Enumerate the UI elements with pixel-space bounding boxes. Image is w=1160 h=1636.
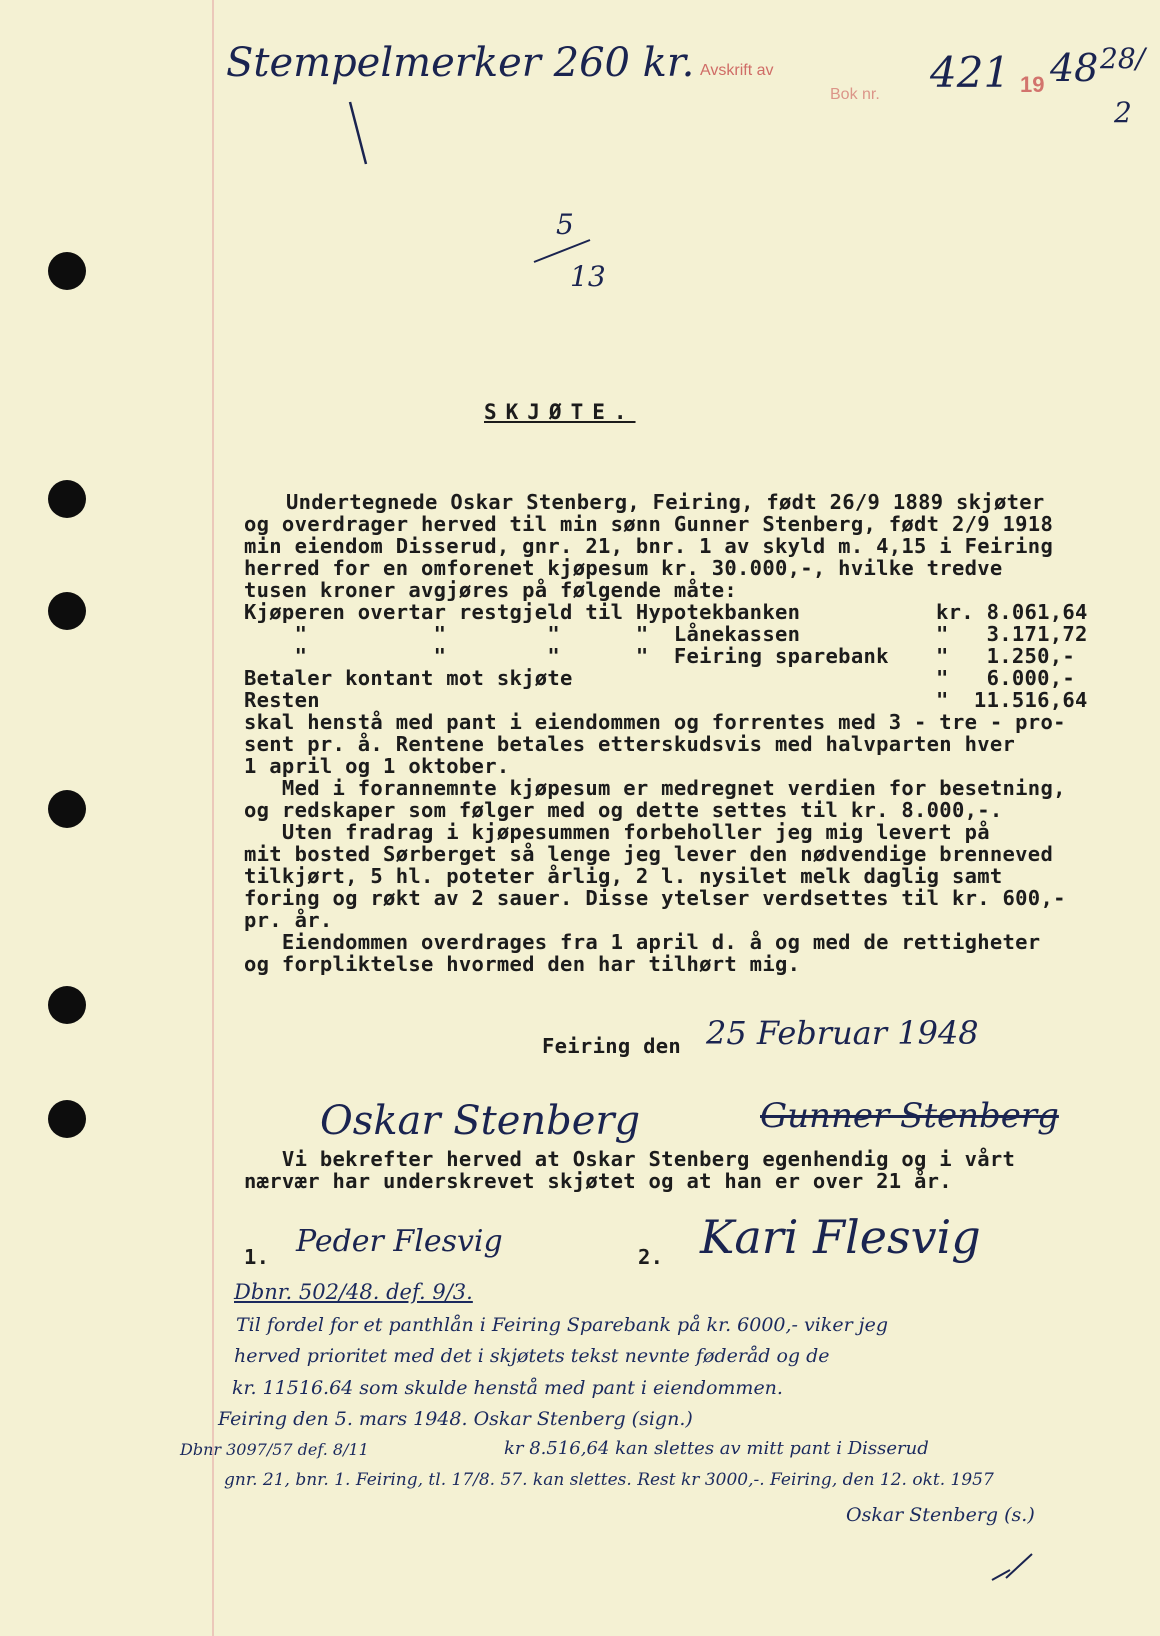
punch-hole-icon [48, 480, 86, 518]
place-date-typed: Feiring den [542, 1034, 682, 1058]
ledger-label: Betaler kontant mot skjøte [244, 666, 573, 690]
body-line: Uten fradrag i kjøpesummen forbeholler jeg mig levert på [244, 820, 990, 844]
annotation-line: kr. 11516.64 som skulde henstå med pant i eiendommen. [232, 1377, 783, 1399]
body-line: pr. år. [244, 908, 333, 932]
fraction-top: 5 [556, 208, 574, 241]
body-line: tusen kroner avgjøres på følgende måte: [244, 578, 738, 602]
folio-number: 421 [930, 48, 1011, 97]
ledger-label: Kjøperen overtar restgjeld til Hypotekbanken [244, 600, 801, 624]
registration-entry: Dbnr. 502/48. def. 9/3. [234, 1280, 473, 1304]
annotation-line: herved prioritet med det i skjøtets tekst nevnte føderåd og de [234, 1345, 830, 1367]
ledger-amount: " 6.000,- [936, 666, 1076, 690]
date-handwritten-month: 2 [1114, 96, 1132, 129]
body-line: mit bosted Sørberget så lenge jeg lever den nødvendige brenneved [244, 842, 1054, 866]
ledger-amount: " 1.250,- [936, 644, 1076, 668]
fraction-bottom: 13 [570, 260, 606, 293]
ledger-label: Resten [244, 688, 320, 712]
margin-reference: Dbnr 3097/57 def. 8/11 [180, 1440, 369, 1459]
witness-2-signature: Kari Flesvig [700, 1210, 981, 1264]
punch-hole-icon [48, 1100, 86, 1138]
body-line: herred for en omforenet kjøpesum kr. 30.000,-, hvilke tredve [244, 556, 1003, 580]
body-line: og redskaper som følger med og dette settes til kr. 8.000,-. [244, 798, 1003, 822]
year-handwritten: 48 [1050, 46, 1099, 90]
annotation-line: Feiring den 5. mars 1948. Oskar Stenberg (sign.) [218, 1408, 693, 1430]
punch-hole-icon [48, 252, 86, 290]
witness-1-signature: Peder Flesvig [296, 1224, 503, 1259]
red-label-copy: Avskrift av [700, 62, 774, 79]
red-label-book: Bok nr. [830, 86, 880, 103]
body-line: foring og røkt av 2 sauer. Disse ytelser verdsettes til kr. 600,- [244, 886, 1066, 910]
ledger-amount: " 3.171,72 [936, 622, 1088, 646]
punch-hole-icon [48, 592, 86, 630]
release-line: kr 8.516,64 kan slettes av mitt pant i Disserud [504, 1438, 929, 1459]
body-line: skal henstå med pant i eiendommen og forrentes med 3 - tre - pro- [244, 710, 1066, 734]
witness-line: nærvær har underskrevet skjøtet og at han er over 21 år. [244, 1169, 952, 1193]
deed-title: SKJØTE. [484, 400, 636, 424]
annotation-line: Til fordel for et panthlån i Feiring Sparebank på kr. 6000,- viker jeg [236, 1314, 888, 1336]
body-line: Med i forannemnte kjøpesum er medregnet verdien for besetning, [244, 776, 1066, 800]
stamp-fee-note: Stempelmerker 260 kr. [226, 40, 695, 86]
body-line: min eiendom Disserud, gnr. 21, bnr. 1 av skyld m. 4,15 i Feiring [244, 534, 1054, 558]
body-line: Undertegnede Oskar Stenberg, Feiring, født 26/9 1889 skjøter [286, 490, 1045, 514]
body-line: tilkjørt, 5 hl. poteter årlig, 2 l. nysilet melk daglig samt [244, 864, 1003, 888]
punch-hole-icon [48, 790, 86, 828]
body-line: sent pr. å. Rentene betales etterskudsvis med halvparten hver [244, 732, 1016, 756]
date-signed-handwritten: 25 Februar 1948 [706, 1014, 979, 1052]
check-mark-icon [988, 1550, 1038, 1590]
ledger-amount: " 11.516,64 [936, 688, 1088, 712]
pen-stroke-icon [340, 100, 380, 170]
punch-hole-icon [48, 986, 86, 1024]
ledger-label: " " " " Lånekassen [244, 622, 801, 646]
date-handwritten: 28/ [1100, 42, 1146, 75]
year-prefix: 19 [1020, 72, 1045, 97]
witness-1-number: 1. [244, 1245, 270, 1269]
ledger-label: " " " " Feiring sparebank [244, 644, 889, 668]
body-line: og forpliktelse hvormed den har tilhørt mig. [244, 952, 801, 976]
signature-buyer-struck: Gunner Stenberg [760, 1096, 1059, 1136]
margin-rule [212, 0, 214, 1636]
witness-line: Vi bekrefter herved at Oskar Stenberg egenhendig og i vårt [244, 1147, 1016, 1171]
body-line: og overdrager herved til min sønn Gunner Stenberg, født 2/9 1918 [244, 512, 1054, 536]
release-line: gnr. 21, bnr. 1. Feiring, tl. 17/8. 57. kan slettes. Rest kr 3000,-. Feiring, den 12. okt. 1957 [224, 1470, 994, 1490]
body-line: Eiendommen overdrages fra 1 april d. å og med de rettigheter [244, 930, 1041, 954]
release-signature: Oskar Stenberg (s.) [846, 1504, 1035, 1526]
ledger-amount: kr. 8.061,64 [936, 600, 1088, 624]
witness-2-number: 2. [638, 1245, 664, 1269]
body-line: 1 april og 1 oktober. [244, 754, 510, 778]
signature-seller: Oskar Stenberg [320, 1098, 641, 1144]
